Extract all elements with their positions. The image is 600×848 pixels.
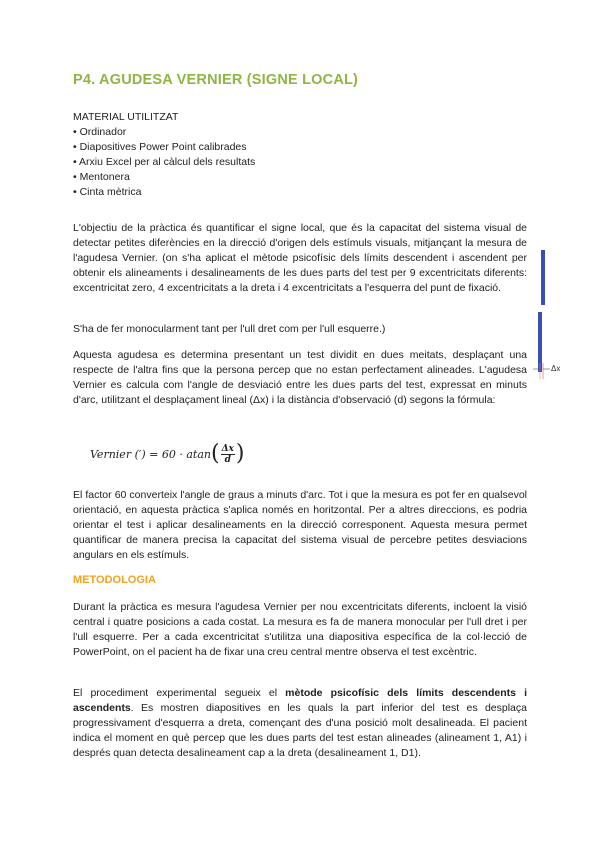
list-item: • Diapositives Power Point calibrades: [73, 140, 255, 155]
list-item: • Mentonera: [73, 170, 255, 185]
vernier-formula: [90, 443, 245, 465]
material-section: [73, 110, 255, 200]
paragraph-factor: El factor 60 converteix l'angle de graus a minuts d'arc. Tot i que la mesura es pot fer en qualsevol orientació, en aquesta pràctica s'aplica només en horitzontal. Per a altres direccions, es podria orientar el test i aplicar desalineaments en la direcció corresponent. Aquesta mesura permet quantificar de manera precisa la capacitat del sistema visual de percebre petites desviacions angulars en els estímuls.: [73, 489, 527, 561]
paragraph-procedure: [73, 686, 527, 761]
paragraph-objective: L'objectiu de la pràctica és quantificar el signe local, que és la capacitat del sistema visual de detectar petites diferències en la direcció d'origen dels estímuls visuals, mitjançant la mesura de l'agudesa Vernier. (on s'ha aplicat el mètode psicofísic dels límits descendent i ascendent per obtenir els alineaments i desalineaments de les dues parts del test per 9 excentricitats diferents: excentricitat zero, 4 excentricitats a la dreta i 4 excentricitats a l'esquerra del punt de fixació.: [73, 222, 527, 294]
formula-lhs: Vernier (′) = 60 · atan: [90, 447, 211, 461]
material-heading: MATERIAL UTILITZAT: [73, 111, 179, 123]
section-heading-methodology: METODOLOGIA: [73, 574, 156, 586]
list-item: • Arxiu Excel per al càlcul dels resultats: [73, 155, 255, 170]
procedure-text-start: El procediment experimental segueix el: [73, 687, 286, 699]
material-list: [73, 125, 255, 200]
paragraph-method: Durant la pràctica es mesura l'agudesa Vernier per nou excentricitats diferents, incloent la visió central i quatre posicions a cada costat. La mesura es fa de manera monocular per l'ull dret i per l'ull esquerre. Per a cada excentricitat s'utilitza una diapositiva específica de la col·lecció de PowerPoint, on el pacient ha de fixar una creu central mentre observa el test excèntric.: [73, 601, 527, 658]
document-title: P4. AGUDESA VERNIER (SIGNE LOCAL): [73, 72, 359, 88]
formula-fraction: [221, 444, 235, 465]
list-item: • Ordinador: [73, 125, 255, 140]
formula-paren-open: (: [210, 441, 220, 466]
formula-denominator: d: [224, 454, 231, 465]
delta-x-label: Δx: [551, 364, 561, 373]
procedure-text-bold: mètode psicofísic dels límits descendents i ascendents: [73, 687, 527, 714]
vernier-test-diagram: [525, 245, 575, 405]
paragraph-description: Aquesta agudesa es determina presentant un test dividit en dues meitats, desplaçant una respecte de l'altra fins que la persona percep que no estan perfectament alineades. L'agudesa Vernier es calcula com l'angle de desviació entre les dues parts del test, expressat en minuts d'arc, utilitzant el desplaçament lineal (Δx) i la distància d'observació (d) segons la fórmula:: [73, 349, 527, 406]
vernier-upper-bar: [541, 250, 545, 305]
procedure-text-end: . Es mostren diapositives en les quals la part inferior del test es desplaça progressivament d'esquerra a dreta, començant des d'una posició molt desalineada. El pacient indica el moment en què percep que les dues parts del test estan alineades (alineament 1, A1) i després quan detecta desalineament cap a la dreta (desalineament 1, D1).: [73, 702, 527, 759]
formula-numerator: Δx: [221, 443, 234, 454]
formula-paren-close: ): [235, 441, 245, 466]
list-item: • Cinta mètrica: [73, 185, 255, 200]
paragraph-monocular: S'ha de fer monocularment tant per l'ull dret com per l'ull esquerre.): [73, 323, 386, 335]
